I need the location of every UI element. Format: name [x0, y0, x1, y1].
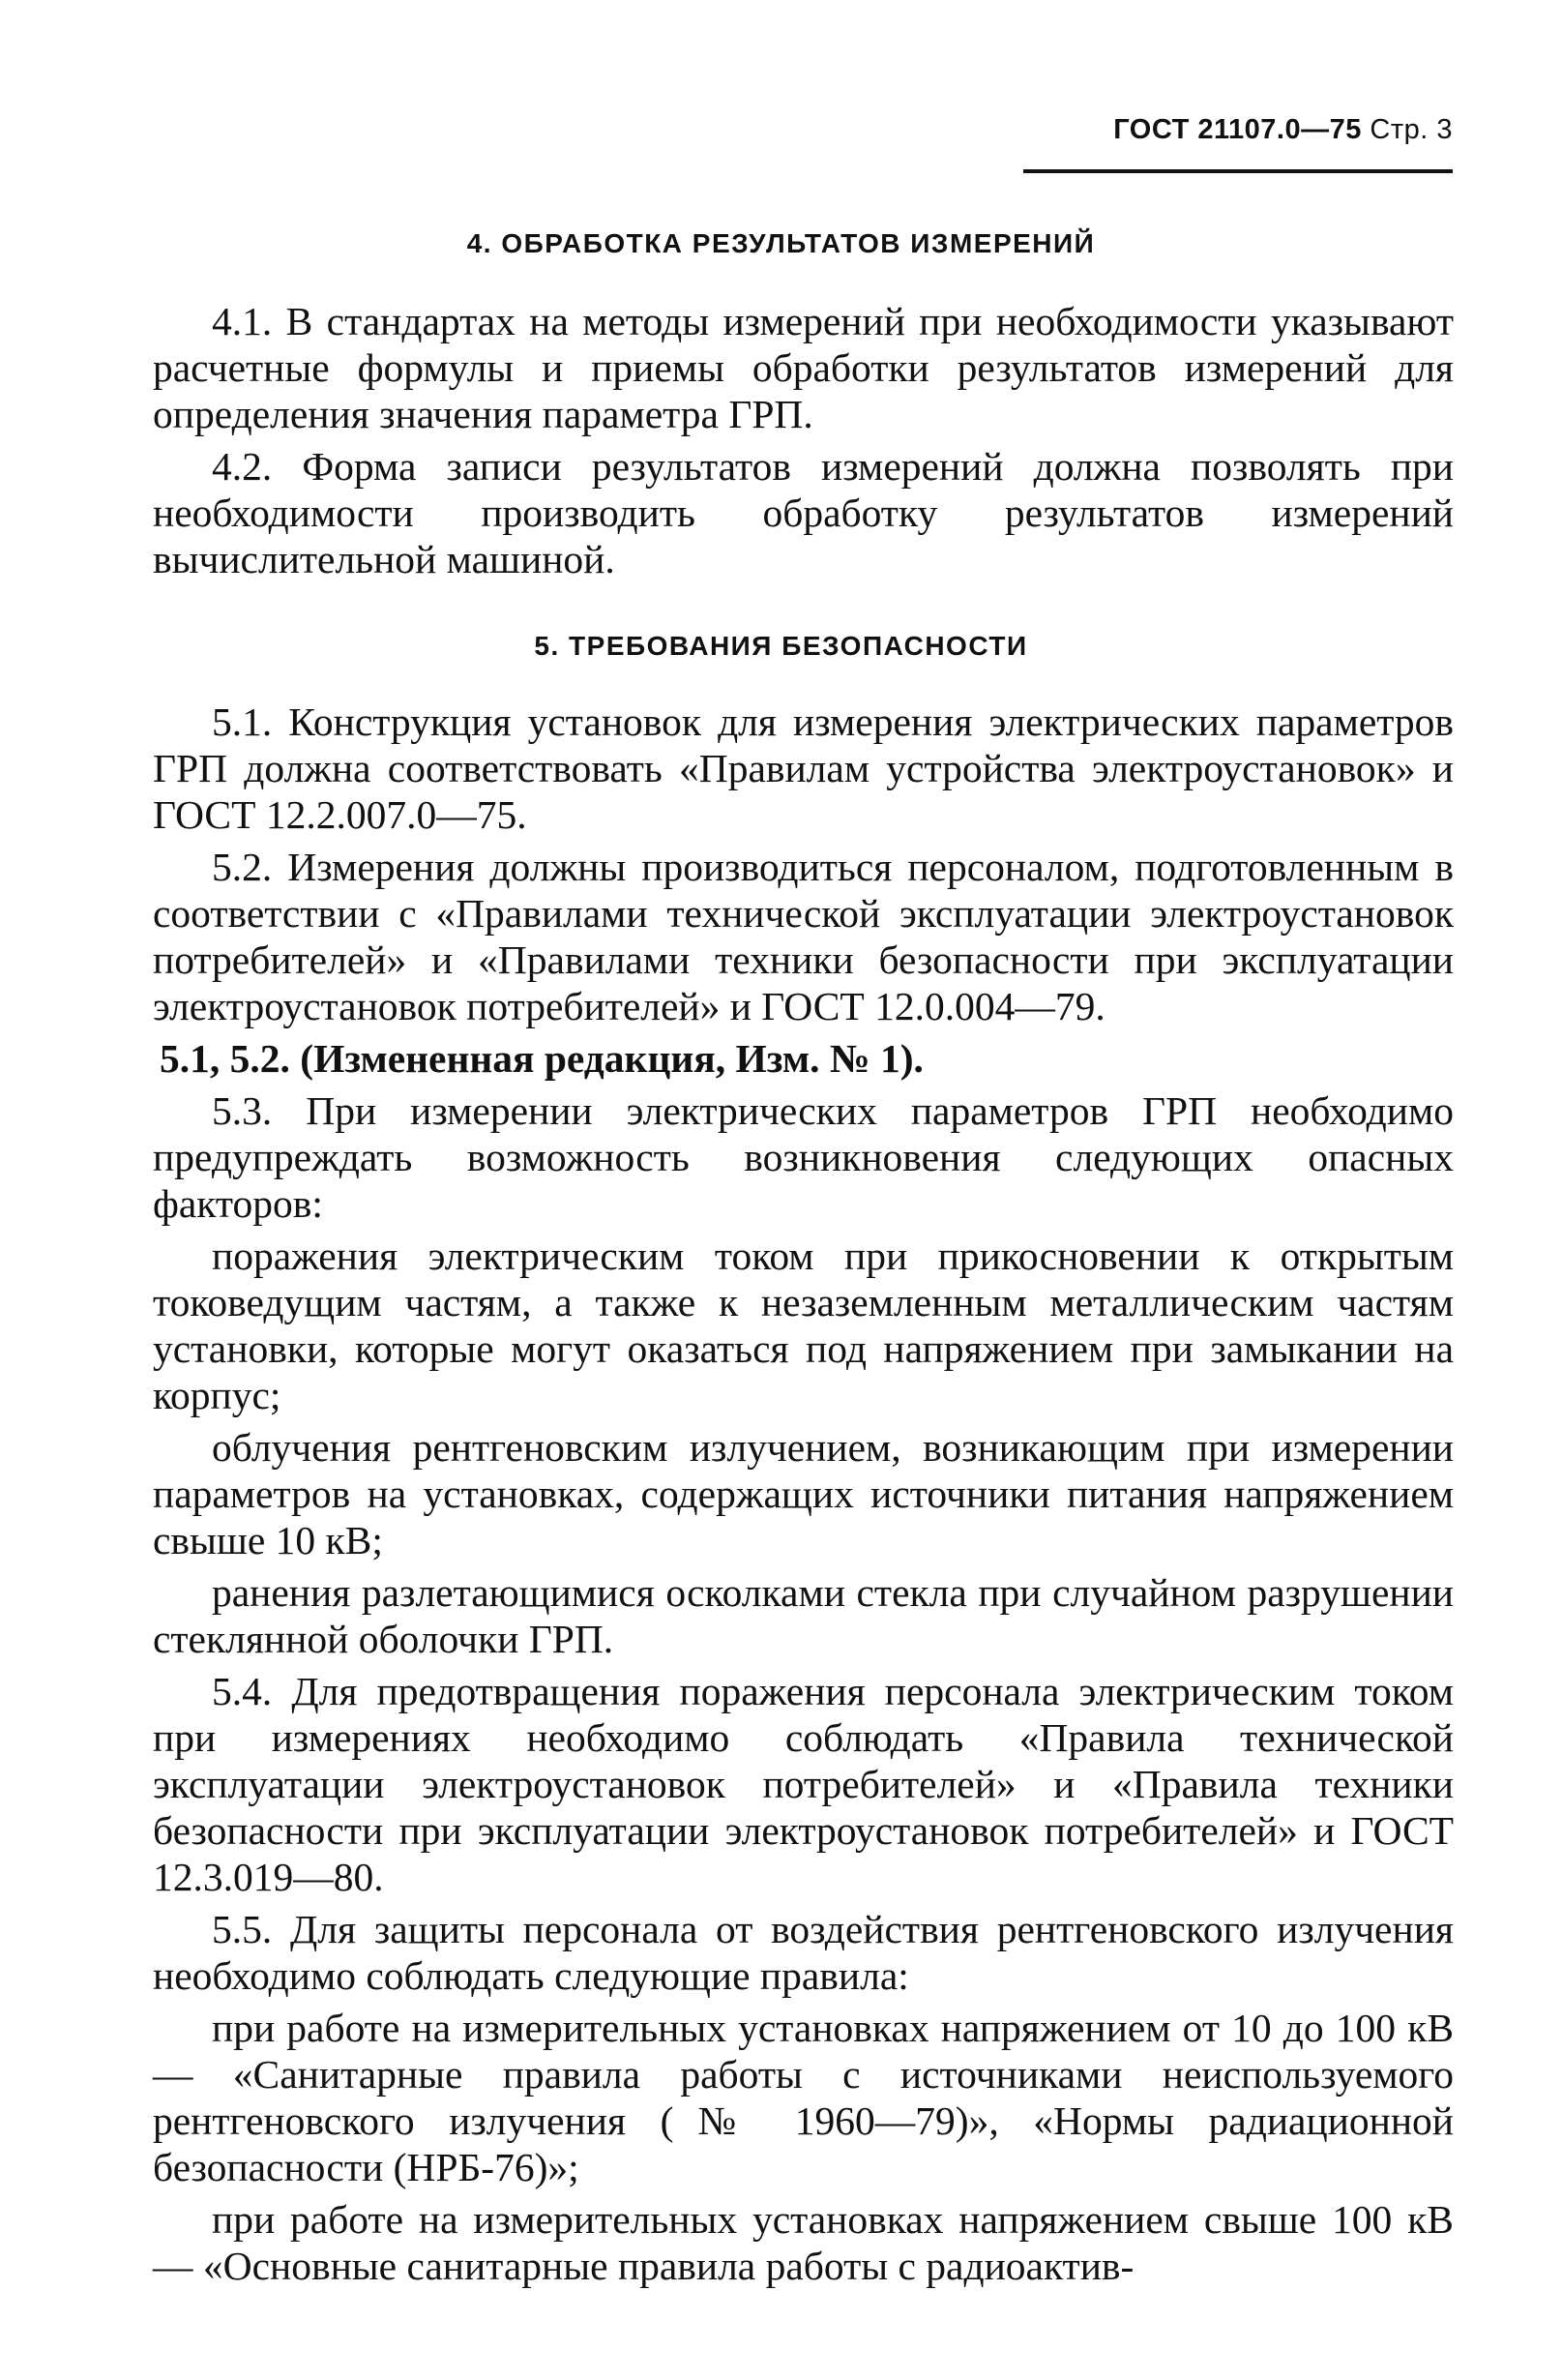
- header-page-number: Стр. 3: [1370, 114, 1453, 145]
- header-divider: [1023, 169, 1453, 173]
- hazard-x-ray: облучения рентгеновским излучением, возникающим при измерении параметров на установках, содержащих источники питания напряжением свыше 10 кВ;: [153, 1425, 1454, 1562]
- paragraph-5-3: 5.3. При измерении электрических параметров ГРП необходимо предупреждать возможность возникновения следующих опасных факторов:: [153, 1088, 1454, 1226]
- section-4-heading: 4. ОБРАБОТКА РЕЗУЛЬТАТОВ ИЗМЕРЕНИЙ: [466, 228, 1096, 258]
- paragraph-5-5: 5.5. Для защиты персонала от воздействия рентгеновского излучения необходимо соблюдать следующие правила:: [153, 1907, 1454, 1998]
- paragraph-4-1: 4.1. В стандартах на методы измерений при необходимости указывают расчетные формулы и приемы обработки результатов измерений для определения значения параметра ГРП.: [153, 299, 1454, 436]
- amendment-note: 5.1, 5.2. (Измененная редакция, Изм. № 1).: [160, 1036, 924, 1081]
- paragraph-4-2: 4.2. Форма записи результатов измерений должна позволять при необходимости производить обработку результатов измерений вычислительной машиной.: [153, 444, 1454, 581]
- hazard-glass-fragments: ранения разлетающимися осколками стекла при случайном разрушении стеклянной оболочки ГРП.: [153, 1570, 1454, 1661]
- paragraph-5-2: 5.2. Измерения должны производиться персоналом, подготовленным в соответствии с «Правилами технической эксплуатации электроустановок потребителей» и «Правилами техники безопасности при эксплуатации электроустановок потребителей» и ГОСТ 12.0.004—79.: [153, 845, 1454, 1028]
- hazard-electric-shock: поражения электрическим током при прикосновении к открытым токоведущим частям, а также к незаземленным металлическим частям установки, которые могут оказаться под напряжением при замыкании на корпус;: [153, 1234, 1454, 1417]
- rule-10-100-kv: при работе на измерительных установках напряжением от 10 до 100 кВ — «Санитарные правила работы с источниками неиспользуемого рентгеновского излучения (№ 1960—79)», «Нормы радиационной безопасности (НРБ-76)»;: [153, 2006, 1454, 2189]
- paragraph-5-1: 5.1. Конструкция установок для измерения электрических параметров ГРП должна соответствовать «Правилам устройства электроустановок» и ГОСТ 12.2.007.0—75.: [153, 699, 1454, 837]
- page-header: [1113, 114, 1453, 146]
- section-4-body: [153, 298, 1454, 588]
- section-5-body: [153, 699, 1454, 2295]
- header-standard-number: ГОСТ 21107.0—75: [1113, 114, 1362, 145]
- rule-over-100-kv: при работе на измерительных установках напряжением свыше 100 кВ — «Основные санитарные правила работы с радиоактив-: [153, 2197, 1454, 2288]
- paragraph-5-4: 5.4. Для предотвращения поражения персонала электрическим током при измерениях необходимо соблюдать «Правила технической эксплуатации электроустановок потребителей» и «Правила техники безопасности при эксплуатации электроустановок потребителей» и ГОСТ 12.3.019—80.: [153, 1669, 1454, 1899]
- section-5-heading: 5. ТРЕБОВАНИЯ БЕЗОПАСНОСТИ: [534, 631, 1028, 661]
